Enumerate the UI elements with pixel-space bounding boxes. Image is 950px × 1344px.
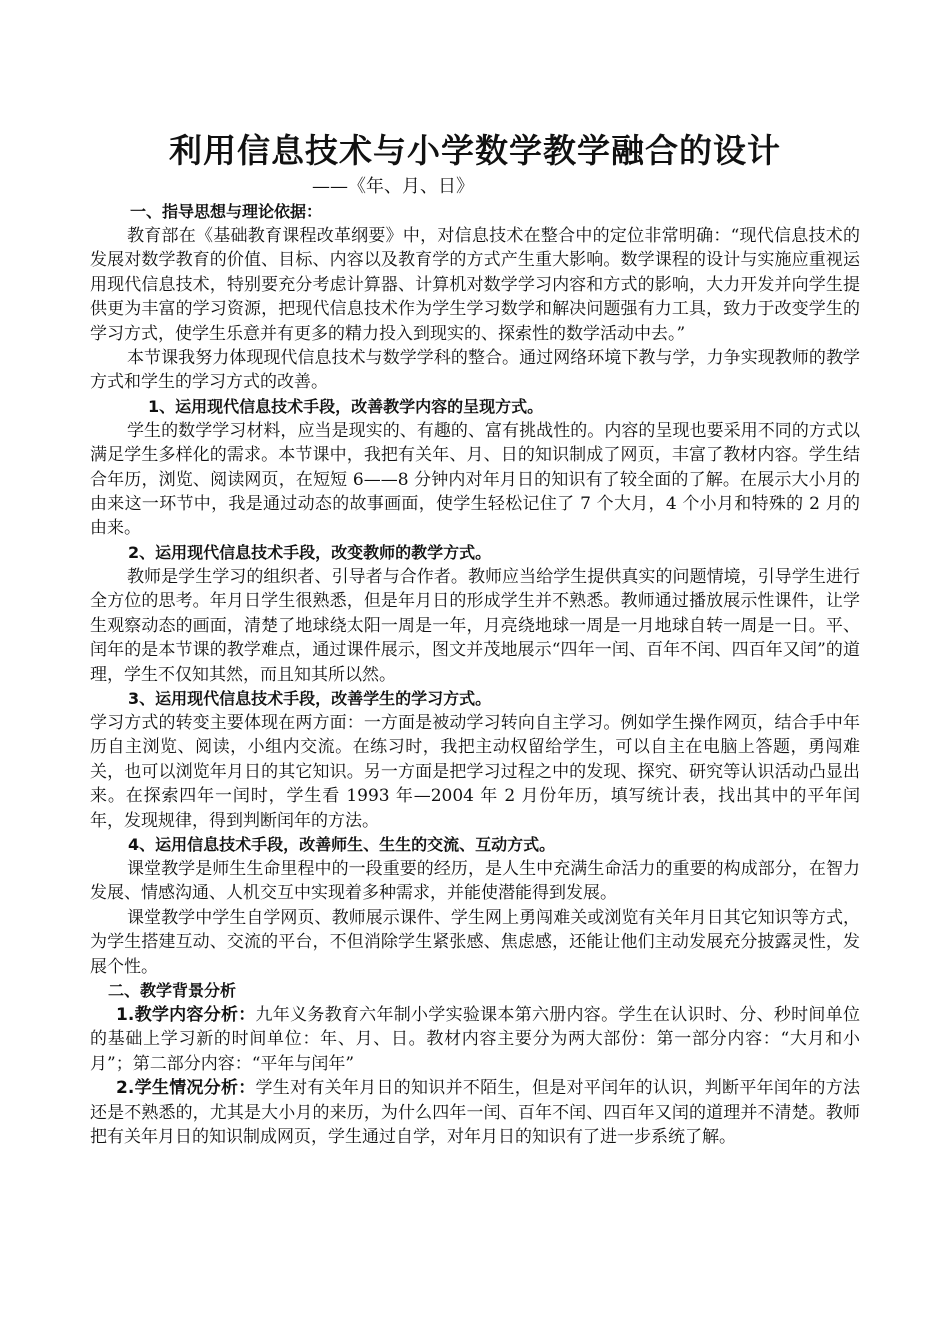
- paragraph: 学习方式的转变主要体现在两方面：一方面是被动学习转向自主学习。例如学生操作网页，结合手中年历自主浏览、阅读，小组内交流。在练习时，我把主动权留给学生，可以自主在电脑上答题，勇闯难关，也可以浏览年月日的其它知识。另一方面是把学习过程之中的发现、探究、研究等认识活动凸显出来。在探索四年一闰时，学生看 1993 年—2004 年 2 月份年历，填写统计表，找出其中的平年闰年，发现规律，得到判断闰年的方法。: [90, 712, 860, 831]
- subheading-content-presentation: 1、运用现代信息技术手段，改善教学内容的呈现方式。: [148, 396, 544, 416]
- paragraph-content-analysis: [90, 1003, 860, 1076]
- document-subtitle: ——《年、月、日》: [312, 176, 474, 197]
- subheading-learning-method: 3、运用现代信息技术手段，改善学生的学习方式。: [128, 688, 492, 708]
- document-page: [90, 128, 860, 1149]
- paragraph: 学生的数学学习材料，应当是现实的、有趣的、富有挑战性的。内容的呈现也要采用不同的方式以满足学生多样化的需求。本节课中，我把有关年、月、日的知识制成了网页，丰富了教材内容。学生结合年历，浏览、阅读网页，在短短 6——8 分钟内对年月日的知识有了较全面的了解。在展示大小月的由来这一环节中，我是通过动态的故事画面，使学生轻松记住了 7 个大月，4 个小月和特殊的 2 月的由来。: [90, 420, 860, 539]
- text-student-analysis: 学生对有关年月日的知识并不陌生，但是对平闰年的认识，判断平年闰年的方法还是不熟悉的，尤其是大小月的来历，为什么四年一闰、百年不闰、四百年又闰的道理并不清楚。教师把有关年月日的知识制成网页，学生通过自学，对年月日的知识有了进一步系统了解。: [90, 1078, 860, 1147]
- subheading-teaching-method: 2、运用现代信息技术手段，改变教师的教学方式。: [128, 542, 492, 562]
- paragraph-student-analysis: [90, 1076, 860, 1149]
- label-student-analysis: 2.学生情况分析：: [116, 1078, 256, 1099]
- paragraph: 教育部在《基础教育课程改革纲要》中，对信息技术在整合中的定位非常明确：“现代信息技术的发展对数学教育的价值、目标、内容以及教育学的方式产生重大影响。数学课程的设计与实施应重视运用现代信息技术，特别要充分考虑计算器、计算机对数学学习内容和方式的影响，大力开发并向学生提供更为丰富的学习资源，把现代信息技术作为学生学习数学和解决问题强有力工具，致力于改变学生的学习方式，使学生乐意并有更多的精力投入到现实的、探索性的数学活动中去。”: [90, 226, 860, 344]
- paragraph: 课堂教学是师生生命里程中的一段重要的经历，是人生中充满生命活力的重要的构成部分，在智力发展、情感沟通、人机交互中实现着多种需求，并能使潜能得到发展。: [90, 858, 860, 904]
- paragraph: 本节课我努力体现现代信息技术与数学学科的整合。通过网络环境下教与学，力争实现教师的教学方式和学生的学习方式的改善。: [90, 348, 860, 393]
- label-content-analysis: 1.教学内容分析：: [116, 1004, 256, 1025]
- document-title: 利用信息技术与小学数学教学融合的设计: [169, 131, 781, 170]
- section-heading-background: 二、教学背景分析: [108, 980, 237, 1000]
- paragraph: 课堂教学中学生自学网页、教师展示课件、学生网上勇闯难关或浏览有关年月日其它知识等方式，为学生搭建互动、交流的平台，不但消除学生紧张感、焦虑感，还能让他们主动发展充分披露灵性，发展个性。: [90, 907, 860, 977]
- section-heading-guiding-ideas: 一、指导思想与理论依据：: [130, 202, 323, 221]
- subheading-interaction: 4、运用信息技术手段，改善师生、生生的交流、互动方式。: [128, 834, 556, 854]
- text-content-analysis: 九年义务教育六年制小学实验课本第六册内容。学生在认识时、分、秒时间单位的基础上学习新的时间单位：年、月、日。教材内容主要分为两大部份：第一部分内容：“大月和小月”；第二部分内容：“平年与闰年”: [90, 1004, 860, 1074]
- paragraph: 教师是学生学习的组织者、引导者与合作者。教师应当给学生提供真实的问题情境，引导学生进行全方位的思考。年月日学生很熟悉，但是年月日的形成学生并不熟悉。教师通过播放展示性课件，让学生观察动态的画面，清楚了地球绕太阳一周是一年，月亮绕地球一周是一月地球自转一周是一日。平、闰年的是本节课的教学难点，通过课件展示，图文并茂地展示“四年一闰、百年不闰、四百年又闰”的道理，学生不仅知其然，而且知其所以然。: [90, 566, 860, 685]
